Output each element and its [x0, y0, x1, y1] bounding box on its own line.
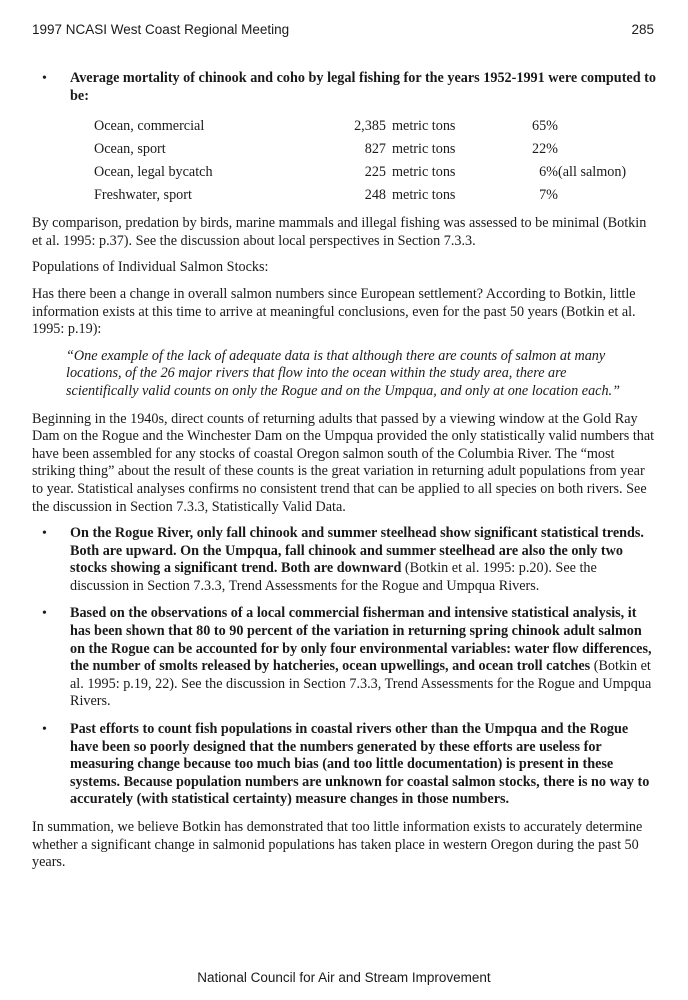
mortality-amount: 225 — [364, 163, 386, 180]
paragraph-question: Has there been a change in overall salmon numbers since European settlement? According to Botkin, little information exists at this time to arrive at meaningful conclusions, even for the past 50 years (Botkin et al. 1995: p.19): — [32, 285, 636, 338]
mortality-sector: Ocean, sport — [94, 140, 166, 157]
paragraph-summation: In summation, we believe Botkin has demonstrated that too little information exists to accurately determine whether a significant change in salmonid populations has taken place in western Oregon during the past 50 years. — [32, 819, 643, 871]
bullet-dot: • — [42, 606, 47, 622]
page-footer: National Council for Air and Stream Improvement — [197, 970, 491, 985]
mortality-row — [94, 184, 626, 207]
mortality-percent: 7% — [539, 186, 558, 203]
mortality-unit: metric tons — [392, 163, 456, 180]
bullet-rogue-trends — [32, 525, 656, 595]
mortality-sector: Ocean, commercial — [94, 117, 205, 134]
bullet-rogue-normal: (Botkin et al. 1995: p.20). See the discussion in Section 7.3.3, Trend Assessments for the Rogue and Umpqua Rivers. — [70, 560, 597, 594]
bullet-dot: • — [42, 71, 47, 86]
page-number: 285 — [631, 22, 654, 37]
mortality-unit: metric tons — [392, 140, 456, 157]
block-quote: “One example of the lack of adequate data is that although there are counts of salmon at many locations, of the 26 major rivers that flow into the ocean within the study area, there are scientifically valid counts on only the Rogue and on the Umpqua, and only at one location each.” — [66, 347, 620, 399]
bullet-environmental-variables — [32, 605, 656, 711]
page-body — [32, 70, 656, 881]
bullet-rogue-bold: On the Rogue River, only fall chinook and summer steelhead show significant statistical trends. Both are upward. On the Umpqua, fall chinook and summer steelhead are also the only two stocks showing a significant trend. Both are downward — [70, 525, 644, 577]
mortality-row — [94, 161, 626, 184]
bullet-environmental-normal: (Botkin et al. 1995: p.19, 22). See the discussion in Section 7.3.3, Trend Assessments for the Rogue and Umpqua Rivers. — [70, 658, 652, 710]
mortality-percent: 65% — [531, 117, 558, 134]
bullet-mortality — [32, 70, 656, 105]
paragraph-beginning: Beginning in the 1940s, direct counts of returning adults that passed by a viewing window at the Gold Ray Dam on the Rogue and the Winchester Dam on the Umpqua provided the only statistically valid numbers that have been assembled for any stocks of coastal Oregon salmon south of the Columbia River. The “most striking thing” about the result of these counts is the great variation in returning adult populations from year to year. Statistical analyses confirms no consistent trend that can be applied to all species on both rivers. See the discussion in Section 7.3.3, Statistically Valid Data. — [32, 410, 655, 515]
mortality-row — [94, 138, 626, 161]
mortality-amount: 827 — [364, 140, 386, 157]
bullet-mortality-heading: Average mortality of chinook and coho by legal fishing for the years 1952-1991 were computed to be: — [70, 70, 656, 104]
mortality-percent: 6% — [539, 163, 558, 180]
mortality-unit: metric tons — [392, 117, 456, 134]
mortality-note — [558, 115, 626, 138]
bullet-past-efforts — [32, 721, 656, 809]
mortality-note: (all salmon) — [558, 163, 627, 180]
bullet-past-efforts-bold: Past efforts to count fish populations in coastal rivers other than the Umpqua and the Rogue have been so poorly designed that the numbers generated by these efforts are useless for measuring change because too much bias (and too little documentation) is present in these systems. Because population numbers are unknown for coastal salmon stocks, there is no way to accurately (with statistical certainty) measure changes in those numbers. — [70, 721, 650, 808]
mortality-amount: 2,385 — [354, 117, 386, 134]
mortality-unit: metric tons — [392, 186, 456, 203]
section-heading: Populations of Individual Salmon Stocks: — [32, 259, 269, 276]
mortality-row — [94, 115, 626, 138]
mortality-note — [558, 138, 626, 161]
bullet-dot: • — [42, 722, 47, 738]
bullet-dot: • — [42, 526, 47, 542]
mortality-table — [94, 115, 626, 207]
mortality-percent: 22% — [531, 140, 558, 157]
mortality-note — [558, 184, 626, 207]
bullet-environmental-bold: Based on the observations of a local commercial fisherman and intensive statistical analysis, it has been shown that 80 to 90 percent of the variation in returning spring chinook adult salmon on the Rogue can be accounted for by only four environmental variables: water flow differences, the number of smolts released by hatcheries, ocean upwellings, and ocean troll catches — [70, 605, 652, 675]
mortality-sector: Freshwater, sport — [94, 186, 192, 203]
paragraph-comparison: By comparison, predation by birds, marine mammals and illegal fishing was assessed to be minimal (Botkin et al. 1995: p.37). See the discussion about local perspectives in Section 7.3.3. — [32, 215, 647, 249]
mortality-sector: Ocean, legal bycatch — [94, 163, 213, 180]
mortality-amount: 248 — [364, 186, 386, 203]
running-header: 1997 NCASI West Coast Regional Meeting — [32, 22, 290, 37]
